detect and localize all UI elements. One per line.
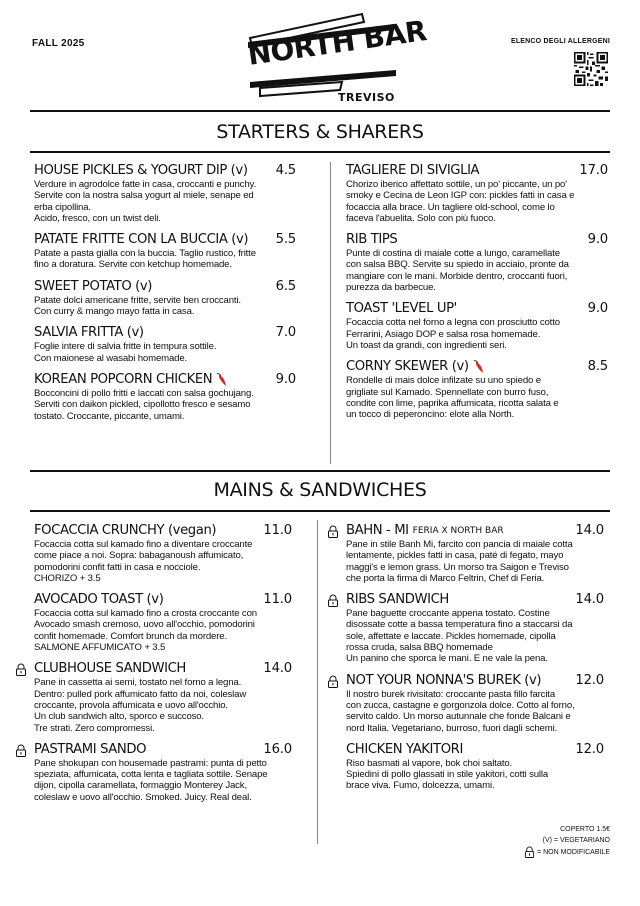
column-divider <box>317 520 318 844</box>
item-price: 14.0 <box>575 592 604 608</box>
chili-pepper-icon <box>473 360 485 374</box>
not-modifiable-legend <box>524 846 610 858</box>
item-description: Patate a pasta gialla con la buccia. Taglio rustico, fritte fino a doratura. Servite con ketchup homemade. <box>34 248 256 271</box>
menu-item <box>34 742 292 803</box>
item-name: NOT YOUR NONNA'S BUREK (v) <box>346 672 542 688</box>
item-name: SWEET POTATO (v) <box>34 278 153 294</box>
mains-right-column <box>346 523 604 800</box>
divider <box>30 470 610 472</box>
item-description: Pane shokupan con housemade pastrami: punta di petto speziata, affumicata, cotta lenta e tagliata sottile. Senape dijon, cipolla caramellata, formaggio Monterey Jack, coleslaw e uovo all'occhio. Smoked. Juicy. Real deal. <box>34 757 268 803</box>
menu-item <box>34 232 296 271</box>
item-price: 9.0 <box>275 371 296 387</box>
item-name: CORNY SKEWER (v) <box>346 359 469 375</box>
item-description: Pane baguette croccante appena tostato. Costine disossate cotte a bassa temperatura fino a staccarsi da sole, affettate e laccate. Pickles homemade, cipolla rossa cruda, salsa BBQ homemade Un panino che sporca le mani. E ne vale la pena. <box>346 608 573 665</box>
legend <box>524 824 610 858</box>
mains-left-column <box>34 523 292 811</box>
item-name: BAHN - MI <box>346 523 409 538</box>
menu-item <box>346 163 608 224</box>
item-price: 6.5 <box>275 278 296 294</box>
menu-item <box>34 523 292 584</box>
item-name: TAGLIERE DI SIVIGLIA <box>346 163 480 178</box>
item-price: 9.0 <box>587 232 608 248</box>
item-price: 12.0 <box>575 741 604 757</box>
item-price: 7.0 <box>275 325 296 341</box>
item-price: 5.5 <box>275 232 296 248</box>
menu-item <box>346 301 608 351</box>
lock-icon <box>327 525 339 538</box>
item-price: 9.0 <box>587 301 608 317</box>
item-name: AVOCADO TOAST (v) <box>34 592 164 608</box>
not-modifiable-text: = NON MODIFICABILE <box>537 848 610 856</box>
item-name: CHICKEN YAKITORI <box>346 741 463 757</box>
item-description: Focaccia cotta sul kamado fino a crosta croccante con Avocado smash cremoso, uovo all'occhio, pomodorini confit homemade. Comfort brunch da mordere. SALMONE AFFUMICATO + 3.5 <box>34 608 257 654</box>
logo-city: TREVISO <box>338 91 395 104</box>
item-name: CLUBHOUSE SANDWICH <box>34 661 186 677</box>
item-name: RIBS SANDWICH <box>346 592 449 608</box>
menu-item <box>346 592 604 664</box>
logo-wordmark: NORTH BAR <box>245 14 429 72</box>
qr-code-icon[interactable] <box>574 52 608 86</box>
item-description: Verdure in agrodolce fatte in casa, croccanti e punchy. Servite con la nostra salsa yogurt al miele, senape ed erba cipollina. Acido, fresco, con un twist deli. <box>34 179 256 224</box>
lock-icon <box>15 663 27 676</box>
menu-item <box>34 592 292 653</box>
mains-title: MAINS & SANDWICHES <box>213 479 427 501</box>
item-price: 14.0 <box>263 661 292 677</box>
item-price: 14.0 <box>575 523 604 538</box>
season-label: FALL 2025 <box>32 38 85 49</box>
item-description: Focaccia cotta nel forno a legna con prosciutto cotto Ferrarini, Asiago DOP e salsa rosa homemade. Un toast da grandi, con ingredienti seri. <box>346 317 560 351</box>
menu-item <box>34 163 296 224</box>
starters-left-column <box>34 163 296 430</box>
item-price: 11.0 <box>263 523 292 538</box>
menu-item <box>346 232 608 293</box>
item-name: RIB TIPS <box>346 232 398 248</box>
item-description: Patate dolci americane fritte, servite ben croccanti. Con curry & mango mayo fatta in casa. <box>34 294 241 318</box>
item-description: Rondelle di mais dolce infilzate su uno spiedo e grigliate sul Kamado. Spennellate con burro fuso, condite con lime, paprika affumicata, ricotta salata e un tocco di peperoncino: elote alla North. <box>346 375 559 421</box>
item-price: 4.5 <box>275 163 296 178</box>
menu-item <box>346 523 604 584</box>
item-price: 16.0 <box>263 741 292 757</box>
item-description: Focaccia cotta sul kamado fino a diventare croccante come piace a noi. Sopra: babaganoush affumicato, pomodorini confit fatti in casa e nocciole. CHORIZO + 3.5 <box>34 539 253 584</box>
item-price: 17.0 <box>579 163 608 178</box>
item-name: HOUSE PICKLES & YOGURT DIP (v) <box>34 163 248 178</box>
cover-charge: COPERTO 1.5€ <box>560 826 610 833</box>
item-collab-label: FERIA X NORTH BAR <box>412 526 504 536</box>
item-name: KOREAN POPCORN CHICKEN <box>34 371 213 387</box>
item-description: Bocconcini di pollo fritti e laccati con salsa gochujang. Serviti con daikon pickled, cipollotto fresco e sesamo tostato. Croccante, piccante, umami. <box>34 387 254 422</box>
menu-item <box>346 673 604 734</box>
divider <box>30 110 610 112</box>
item-name: FOCACCIA CRUNCHY (vegan) <box>34 523 217 538</box>
item-description: Punte di costina di maiale cotte a lungo, caramellate con salsa BBQ. Servite su spiedo in acciaio, pronte da mangiare con le mani. Morbide dentro, croccanti fuori, purezza da barbecue. <box>346 248 569 294</box>
starters-title: STARTERS & SHARERS <box>216 121 424 143</box>
menu-item <box>34 279 296 318</box>
menu-item <box>34 325 296 364</box>
item-description: Pane in cassetta ai semi, tostato nel forno a legna. Dentro: pulled pork affumicato fatto da noi, coleslaw croccante, provola affumicata e uovo all'occhio. Un club sandwich alto, sporco e succoso. Tre strati. Zero compromessi. <box>34 677 247 734</box>
item-description: Il nostro burek rivisitato: croccante pasta fillo farcita con zucca, castagne e gorgonzola dolce. Cotto al forno, servito caldo. Un morso autunnale che fonde Balcani e nord Italia. Vegetariano, burroso, fuori dagli schemi. <box>346 688 575 734</box>
lock-icon <box>524 846 535 858</box>
item-price: 8.5 <box>587 359 608 375</box>
item-description: Chorizo iberico affettato sottile, un po' piccante, un po' smoky e Cecina de Leon IGP con: pickles fatti in casa e focaccia alla brace. Un tagliere old-school, come lo faceva l'abuelita. Solo con più fuoco. <box>346 179 575 224</box>
chili-pepper-icon <box>216 373 228 387</box>
item-price: 11.0 <box>263 592 292 608</box>
menu-item <box>346 359 608 420</box>
starters-right-column <box>346 163 608 428</box>
item-description: Foglie intere di salvia fritte in tempura sottile. Con maionese al wasabi homemade. <box>34 341 217 364</box>
menu-item <box>346 742 604 792</box>
menu-item <box>34 372 296 422</box>
item-name: PATATE FRITTE CON LA BUCCIA (v) <box>34 232 249 248</box>
lock-icon <box>15 744 27 757</box>
item-name: PASTRAMI SANDO <box>34 741 147 757</box>
item-name: SALVIA FRITTA (v) <box>34 325 144 341</box>
item-price: 12.0 <box>575 672 604 688</box>
item-description: Riso basmati al vapore, bok choi saltato. Spiedini di pollo glassati in stile yakitori, cotti sulla brace viva. Fumo, dolcezza, umami. <box>346 757 549 792</box>
item-name: TOAST 'LEVEL UP' <box>346 301 457 317</box>
item-description: Pane in stile Banh Mi, farcito con pancia di maiale cotta lentamente, pickles fatti in casa, paté di fegato, mayo maggi's e lemon grass. Un morso tra Saigon e Treviso che porta la firma di Marco Feltrin, Chef di Feria. <box>346 539 573 584</box>
lock-icon <box>327 594 339 607</box>
menu-item <box>34 661 292 733</box>
column-divider <box>330 162 331 464</box>
allergen-list-label: ELENCO DEGLI ALLERGENI <box>510 38 610 45</box>
divider <box>30 510 610 512</box>
divider <box>30 151 610 153</box>
vegetarian-legend: (V) = VEGETARIANO <box>542 837 610 844</box>
lock-icon <box>327 675 339 688</box>
